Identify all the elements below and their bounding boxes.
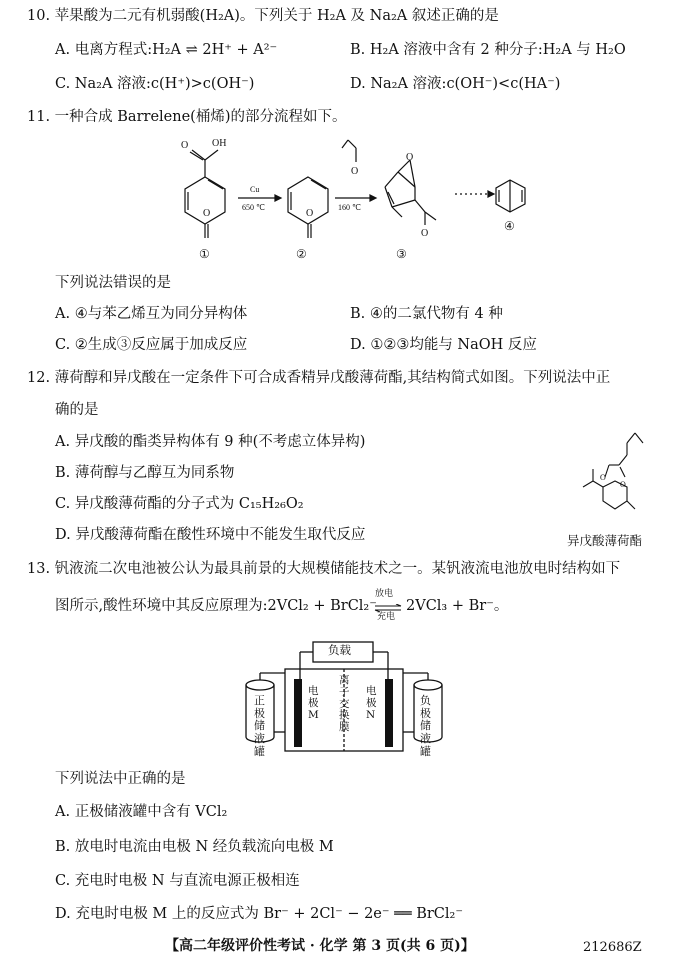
electrode-n-label: 电极N bbox=[366, 685, 377, 722]
load-label: 负载 bbox=[328, 643, 351, 657]
q12-option-c: C. 异戊酸薄荷酯的分子式为 C₁₅H₂₆O₂ bbox=[55, 496, 304, 512]
electrode-n-plate bbox=[385, 679, 393, 747]
q10-option-b: B. H₂A 溶液中含有 2 种分子:H₂A 与 H₂O bbox=[350, 42, 626, 58]
page-footer-title: 【高二年级评价性考试 · 化学 第 3 页(共 6 页)】 bbox=[165, 938, 475, 954]
step1-temp: 650 ℃ bbox=[242, 203, 265, 212]
right-tank-label: 负极储液罐 bbox=[420, 694, 431, 758]
step1-reagent: Cu bbox=[250, 185, 260, 194]
q13-option-b: B. 放电时电流由电极 N 经负载流向电极 M bbox=[55, 839, 334, 855]
q12-option-d: D. 异戊酸薄荷酯在酸性环境中不能发生取代反应 bbox=[55, 527, 366, 543]
reaction-arrow-bottom-label: 充电 bbox=[377, 612, 396, 622]
o-label-ring-2: O bbox=[306, 208, 314, 219]
q13-option-c: C. 充电时电极 N 与直流电源正极相连 bbox=[55, 873, 300, 889]
o-label-ester-2: O bbox=[600, 473, 606, 482]
label-1: ① bbox=[199, 247, 210, 261]
oh-label: OH bbox=[212, 138, 227, 149]
barrelene-synthesis-scheme bbox=[170, 132, 540, 262]
o-label-ester: O bbox=[620, 480, 626, 489]
o-label-3a: O bbox=[406, 152, 414, 163]
q12-option-a: A. 异戊酸的酯类异构体有 9 种(不考虑立体异构) bbox=[55, 434, 366, 450]
q11-intro: 下列说法错误的是 bbox=[55, 275, 171, 291]
label-3: ③ bbox=[396, 247, 407, 261]
page-footer-code: 212686Z bbox=[583, 940, 642, 955]
q13-stem-line2-after: 2VCl₃ + Br⁻。 bbox=[406, 598, 509, 614]
label-4: ④ bbox=[504, 219, 515, 233]
q13-option-d: D. 充电时电极 M 上的反应式为 Br⁻ + 2Cl⁻ − 2e⁻ ══ BrCl₂⁻ bbox=[55, 906, 464, 922]
q11-option-a: A. ④与苯乙烯互为同分异构体 bbox=[55, 306, 248, 322]
q11-stem: 11. 一种合成 Barrelene(桶烯)的部分流程如下。 bbox=[27, 109, 347, 125]
left-tank-label: 正极储液罐 bbox=[254, 694, 265, 758]
step2-temp: 160 ℃ bbox=[338, 203, 361, 212]
q12-stem-line1: 12. 薄荷醇和异戊酸在一定条件下可合成香精异戊酸薄荷酯,其结构简式如图。下列说法中正 bbox=[27, 370, 611, 386]
o-label-1: O bbox=[181, 140, 189, 151]
q10-option-d: D. Na₂A 溶液:c(OH⁻)<c(HA⁻) bbox=[350, 76, 561, 92]
compound-4-structure bbox=[496, 180, 525, 212]
o-label-ring-1: O bbox=[203, 208, 211, 219]
q10-stem: 10. 苹果酸为二元有机弱酸(H₂A)。下列关于 H₂A 及 Na₂A 叙述正确的是 bbox=[27, 8, 499, 24]
q11-option-d: D. ①②③均能与 NaOH 反应 bbox=[350, 337, 537, 353]
electrode-m-label: 电极M bbox=[308, 685, 319, 722]
q11-option-b: B. ④的二氯代物有 4 种 bbox=[350, 306, 503, 322]
electrode-m-plate bbox=[294, 679, 302, 747]
q10-option-c: C. Na₂A 溶液:c(H⁺)>c(OH⁻) bbox=[55, 76, 255, 92]
compound-3-structure bbox=[385, 160, 436, 225]
q13-stem-line2-before: 图所示,酸性环境中其反应原理为:2VCl₂ + BrCl₂⁻ bbox=[55, 598, 377, 614]
membrane-label: 离子交换膜 bbox=[339, 674, 350, 733]
q13-stem-line1: 13. 钒液流二次电池被公认为最具前景的大规模储能技术之一。某钒液流电池放电时结构如下 bbox=[27, 561, 621, 577]
q13-option-a: A. 正极储液罐中含有 VCl₂ bbox=[55, 804, 228, 820]
q12-stem-line2: 确的是 bbox=[55, 402, 99, 418]
q12-option-b: B. 薄荷醇与乙醇互为同系物 bbox=[55, 465, 235, 481]
q10-option-a: A. 电离方程式:H₂A ⇌ 2H⁺ + A²⁻ bbox=[55, 42, 278, 58]
reaction-arrow-top-label: 放电 bbox=[375, 589, 394, 599]
o-label-3b: O bbox=[421, 228, 429, 239]
figure-caption: 异戊酸薄荷酯 bbox=[567, 533, 643, 548]
o-label-reagent: O bbox=[351, 166, 359, 177]
q13-intro: 下列说法中正确的是 bbox=[55, 771, 186, 787]
q11-option-c: C. ②生成③反应属于加成反应 bbox=[55, 337, 248, 353]
compound-1-structure bbox=[185, 150, 225, 238]
reversible-arrow-icon bbox=[373, 604, 403, 612]
label-2: ② bbox=[296, 247, 307, 261]
menthyl-isovalerate-structure bbox=[565, 425, 665, 537]
